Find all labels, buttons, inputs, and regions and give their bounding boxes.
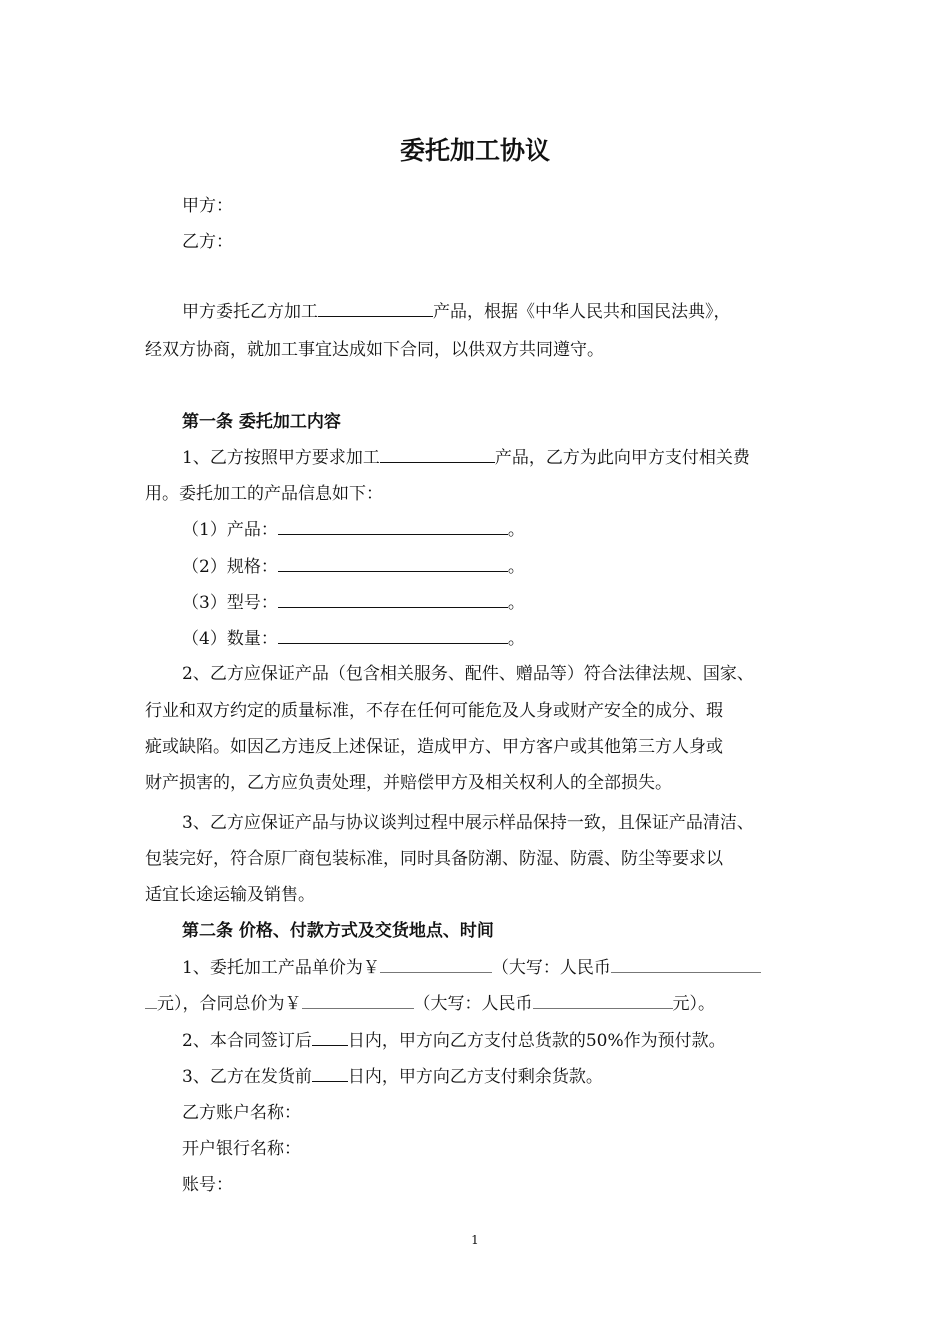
item3-post: 日内，甲方向乙方支付剩余货款。 bbox=[347, 1067, 603, 1087]
article2-heading: 第二条 价格、付款方式及交货地点、时间 bbox=[182, 921, 494, 941]
item3-pre: 3、乙方在发货前 bbox=[182, 1067, 312, 1087]
article1-item1-line1 bbox=[182, 446, 750, 470]
intro-text-post: 产品，根据《中华人民共和国民法典》， bbox=[433, 302, 731, 322]
field-product bbox=[182, 518, 525, 542]
party-b-line: 乙方： bbox=[182, 232, 233, 252]
intro-line-2: 经双方协商，就加工事宜达成如下合同，以供双方共同遵守。 bbox=[145, 340, 604, 360]
article1-item3-line1: 3、乙方应保证产品与协议谈判过程中展示样品保持一致，且保证产品清洁、 bbox=[182, 813, 754, 833]
party-a-line: 甲方： bbox=[182, 196, 233, 216]
account-name-line: 乙方账户名称： bbox=[182, 1103, 301, 1123]
article1-item2-line4: 财产损害的，乙方应负责处理，并赔偿甲方及相关权利人的全部损失。 bbox=[145, 773, 672, 793]
page-number: 1 bbox=[471, 1233, 479, 1247]
document-title: 委托加工协议 bbox=[399, 136, 550, 165]
item2-pre: 2、本合同签订后 bbox=[182, 1031, 312, 1051]
product-blank[interactable] bbox=[380, 447, 495, 463]
field-end: 。 bbox=[507, 557, 525, 577]
total-price-blank[interactable] bbox=[302, 993, 414, 1009]
total-end: 元）。 bbox=[672, 994, 715, 1014]
intro-text-pre: 甲方委托乙方加工 bbox=[182, 302, 318, 322]
field-end: 。 bbox=[507, 520, 525, 540]
total-price-uppercase-blank[interactable] bbox=[533, 993, 673, 1009]
field-spec bbox=[182, 555, 525, 579]
article2-item3 bbox=[182, 1065, 603, 1089]
item2-post: 日内，甲方向乙方支付总货款的50%作为预付款。 bbox=[347, 1031, 726, 1051]
field-label: （4）数量： bbox=[182, 629, 278, 649]
article1-item3-line2: 包装完好，符合原厂商包装标准，同时具备防潮、防湿、防震、防尘等要求以 bbox=[145, 849, 723, 869]
field-blank[interactable] bbox=[278, 519, 508, 535]
bank-name-line: 开户银行名称： bbox=[182, 1139, 301, 1159]
price-label: 1、委托加工产品单价为￥ bbox=[182, 958, 380, 978]
uppercase-label-2: （大写：人民币 bbox=[413, 994, 533, 1014]
unit-price-uppercase-blank-cont[interactable] bbox=[145, 993, 157, 1009]
field-label: （2）规格： bbox=[182, 557, 278, 577]
article1-item2-line3: 疵或缺陷。如因乙方违反上述保证，造成甲方、甲方客户或其他第三方人身或 bbox=[145, 737, 723, 757]
article2-item1-line1 bbox=[182, 956, 761, 980]
item1-text-pre: 1、乙方按照甲方要求加工 bbox=[182, 448, 380, 468]
field-quantity bbox=[182, 627, 525, 651]
article2-item1-line2 bbox=[145, 992, 715, 1016]
days-blank[interactable] bbox=[312, 1066, 348, 1082]
intro-line-1 bbox=[182, 300, 731, 324]
field-blank[interactable] bbox=[278, 556, 508, 572]
days-blank[interactable] bbox=[312, 1030, 348, 1046]
field-end: 。 bbox=[507, 593, 525, 613]
field-label: （1）产品： bbox=[182, 520, 278, 540]
uppercase-label: （大写：人民币 bbox=[491, 958, 611, 978]
item1-text-post: 产品，乙方为此向甲方支付相关费 bbox=[494, 448, 750, 468]
account-number-line: 账号： bbox=[182, 1175, 233, 1195]
unit-price-blank[interactable] bbox=[380, 957, 492, 973]
article2-item2 bbox=[182, 1029, 726, 1053]
article1-item2-line1: 2、乙方应保证产品（包含相关服务、配件、赠品等）符合法律法规、国家、 bbox=[182, 664, 754, 684]
article1-heading: 第一条 委托加工内容 bbox=[182, 412, 341, 432]
total-label: 元），合同总价为￥ bbox=[157, 994, 302, 1014]
field-model bbox=[182, 591, 525, 615]
article1-item1-line2: 用。委托加工的产品信息如下： bbox=[145, 484, 383, 504]
unit-price-uppercase-blank[interactable] bbox=[611, 957, 761, 973]
field-blank[interactable] bbox=[278, 592, 508, 608]
field-label: （3）型号： bbox=[182, 593, 278, 613]
article1-item3-line3: 适宜长途运输及销售。 bbox=[145, 885, 315, 905]
field-end: 。 bbox=[507, 629, 525, 649]
field-blank[interactable] bbox=[278, 628, 508, 644]
product-blank[interactable] bbox=[318, 301, 433, 317]
article1-item2-line2: 行业和双方约定的质量标准，不存在任何可能危及人身或财产安全的成分、瑕 bbox=[145, 701, 723, 721]
